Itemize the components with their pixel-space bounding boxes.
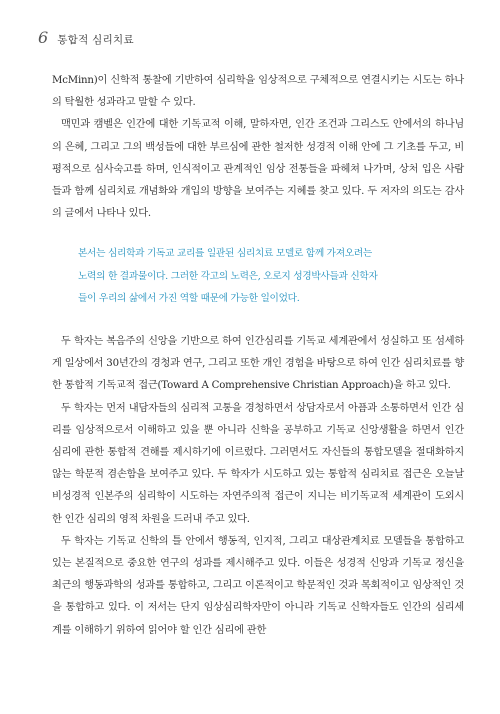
block-quote (78, 243, 448, 311)
page-number: 6 (38, 28, 49, 47)
body-text (52, 70, 464, 642)
paragraph: 두 학자는 복음주의 신앙을 기반으로 하여 인간심리를 기독교 세계관에서 성실하고 또 섬세하게 일상에서 30년간의 경청과 연구, 그리고 또한 개인 경험을 바탕으로 하여 인간 심리치료를 향한 통합적 기독교적 접근(Toward A Comprehensive Christian Approach)을 하고 있다. (52, 335, 464, 392)
paragraph: 두 학자는 기독교 신학의 틀 안에서 행동적, 인지적, 그리고 대상관계치료 모델들을 통합하고 있는 본질적으로 중요한 연구의 성과를 제시해주고 있다. 이들은 성경적 신앙과 기독교 정신을 최근의 행동과학의 성과를 통합하고, 그리고 이론적이고 학문적인 것과 목회적이고 임상적인 것을 통합하고 있다. 이 저서는 단지 임상심리학자만이 아니라 기독교 신학자들도 인간의 심리세계를 이해하기 위하여 읽어야 할 인간 심리에 관한 (52, 535, 464, 636)
page-header (38, 28, 134, 47)
quote-line: 들이 우리의 삶에서 가진 역할 때문에 가능한 일이었다. (78, 293, 300, 305)
quote-line: 본서는 심리학과 기독교 교리를 일관된 심리치료 모델로 함께 가져오려는 (78, 248, 372, 260)
quote-line: 노력의 한 결과물이다. 그러한 각고의 노력은, 오로지 성경박사들과 신학자 (78, 270, 378, 282)
paragraph: 두 학자는 먼저 내담자들의 심리적 고통을 경청하면서 상담자로서 아픔과 소통하면서 인간 심리를 임상적으로서 이해하고 있을 뿐 아니라 신학을 공부하고 기독교 신앙생활을 하면서 인간 심리에 관한 통합적 견해를 제시하기에 이르렀다. 그러면서도 자신들의 통합모델을 절대화하지 않는 학문적 겸손함을 보여주고 있다. 두 학자가 시도하고 있는 통합적 심리치료 접근은 오늘날 비성경적 인본주의 심리학이 시도하는 자연주의적 접근이 지니는 비기독교적 세계관이 도외시한 인간 심리의 영적 차원을 드러내 주고 있다. (52, 402, 464, 525)
running-title: 통합적 심리치료 (57, 34, 134, 46)
paragraph: 맥민과 캠벨은 인간에 대한 기독교적 이해, 말하자면, 인간 조건과 그리스도 안에서의 하나님의 은혜, 그리고 그의 백성들에 대한 부르심에 관한 철저한 성경적 이해 안에 그 기초를 두고, 비평적으로 심사숙고를 하며, 인식적이고 관계적인 임상 전통들을 파헤쳐 나가며, 상처 입은 사람들과 함께 심리치료 개념화와 개입의 방향을 보여주는 지혜를 찾고 있다. 두 저자의 의도는 감사의 글에서 나타나 있다. (52, 119, 464, 220)
paragraph: McMinn)이 신학적 통찰에 기반하여 심리학을 임상적으로 구체적으로 연결시키는 시도는 하나의 탁월한 성과라고 말할 수 있다. (52, 75, 464, 109)
